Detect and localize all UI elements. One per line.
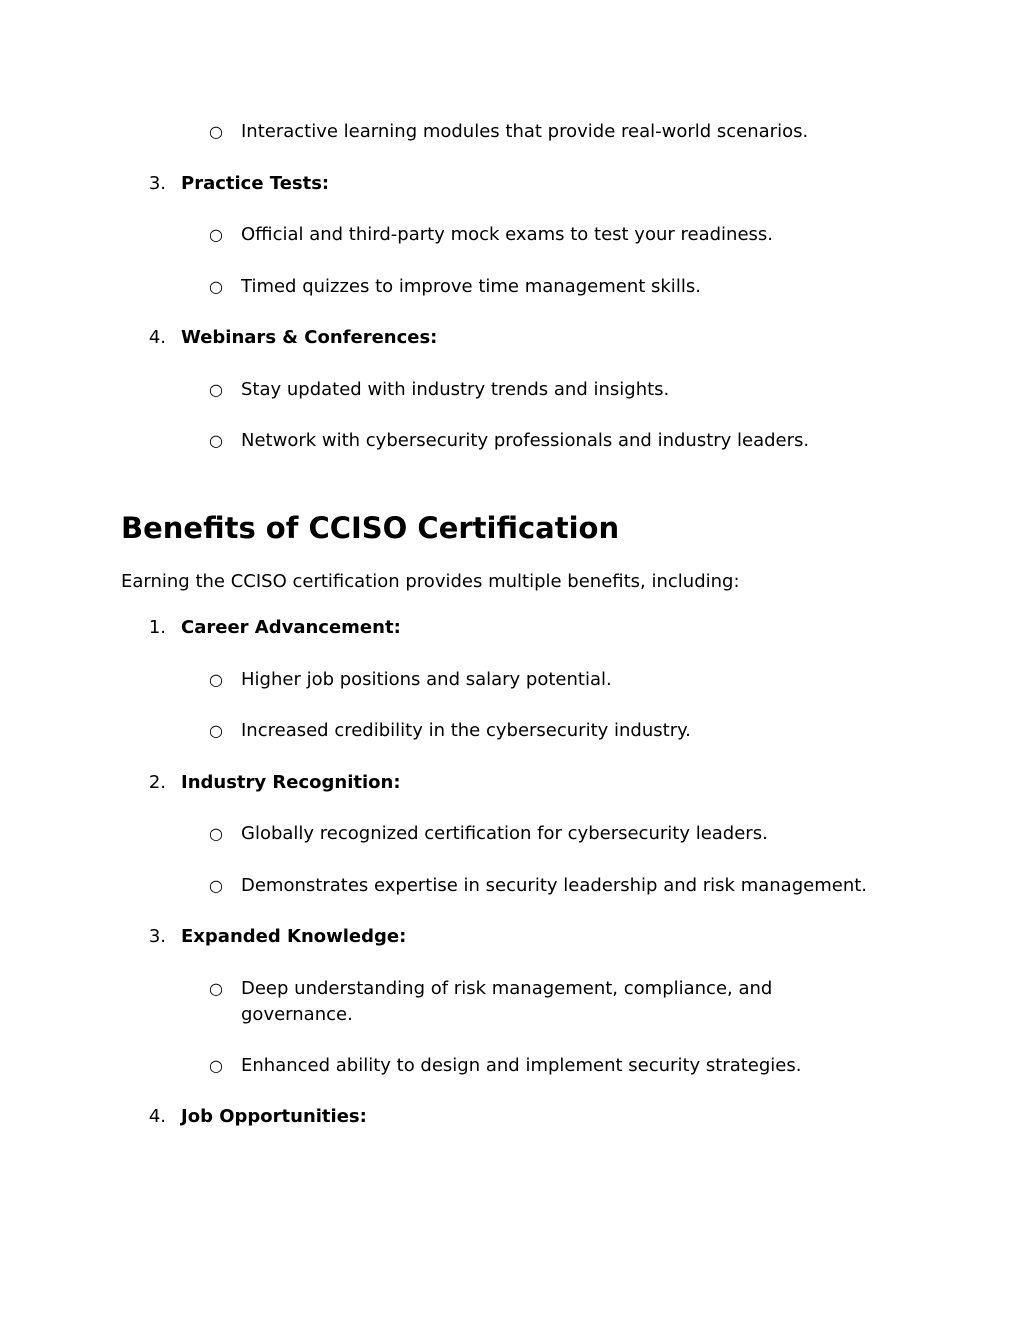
list-item-text: Interactive learning modules that provide real-world scenarios. <box>241 121 809 142</box>
list-item-text: Demonstrates expertise in security leadership and risk management. <box>241 875 868 896</box>
bullet-icon: ○ <box>209 670 223 689</box>
list-item-text: Enhanced ability to design and implement security strategies. <box>241 1055 802 1076</box>
item-label: Practice Tests: <box>181 173 330 194</box>
item-number: 3. <box>148 173 166 194</box>
item-label: Expanded Knowledge: <box>181 926 407 947</box>
item-number: 2. <box>148 772 166 793</box>
item-label: Industry Recognition: <box>181 772 401 793</box>
item-label: Job Opportunities: <box>181 1106 367 1127</box>
list-item-text: Increased credibility in the cybersecurity industry. <box>241 720 691 741</box>
list-item-text: Stay updated with industry trends and insights. <box>241 379 670 400</box>
list-item-text: Deep understanding of risk management, compliance, and governance. <box>241 978 773 1025</box>
bullet-icon: ○ <box>209 277 223 296</box>
bullet-icon: ○ <box>209 979 223 998</box>
item-label: Webinars & Conferences: <box>181 327 438 348</box>
bullet-icon: ○ <box>209 876 223 895</box>
section-heading: Benefits of CCISO Certification <box>121 511 620 545</box>
bullet-icon: ○ <box>209 721 223 740</box>
bullet-icon: ○ <box>209 380 223 399</box>
list-item-text: Globally recognized certification for cybersecurity leaders. <box>241 823 768 844</box>
list-item-text: Official and third-party mock exams to test your readiness. <box>241 224 774 245</box>
intro-paragraph: Earning the CCISO certification provides multiple benefits, including: <box>121 571 740 592</box>
item-number: 3. <box>148 926 166 947</box>
item-number: 1. <box>148 617 166 638</box>
list-item-text: Timed quizzes to improve time management skills. <box>241 276 701 297</box>
list-item-text: Higher job positions and salary potential. <box>241 669 612 690</box>
bullet-icon: ○ <box>209 225 223 244</box>
item-label: Career Advancement: <box>181 617 401 638</box>
list-item-text: Network with cybersecurity professionals and industry leaders. <box>241 430 810 451</box>
item-number: 4. <box>148 327 166 348</box>
bullet-icon: ○ <box>209 431 223 450</box>
item-number: 4. <box>148 1106 166 1127</box>
bullet-icon: ○ <box>209 122 223 141</box>
bullet-icon: ○ <box>209 1056 223 1075</box>
bullet-icon: ○ <box>209 824 223 843</box>
